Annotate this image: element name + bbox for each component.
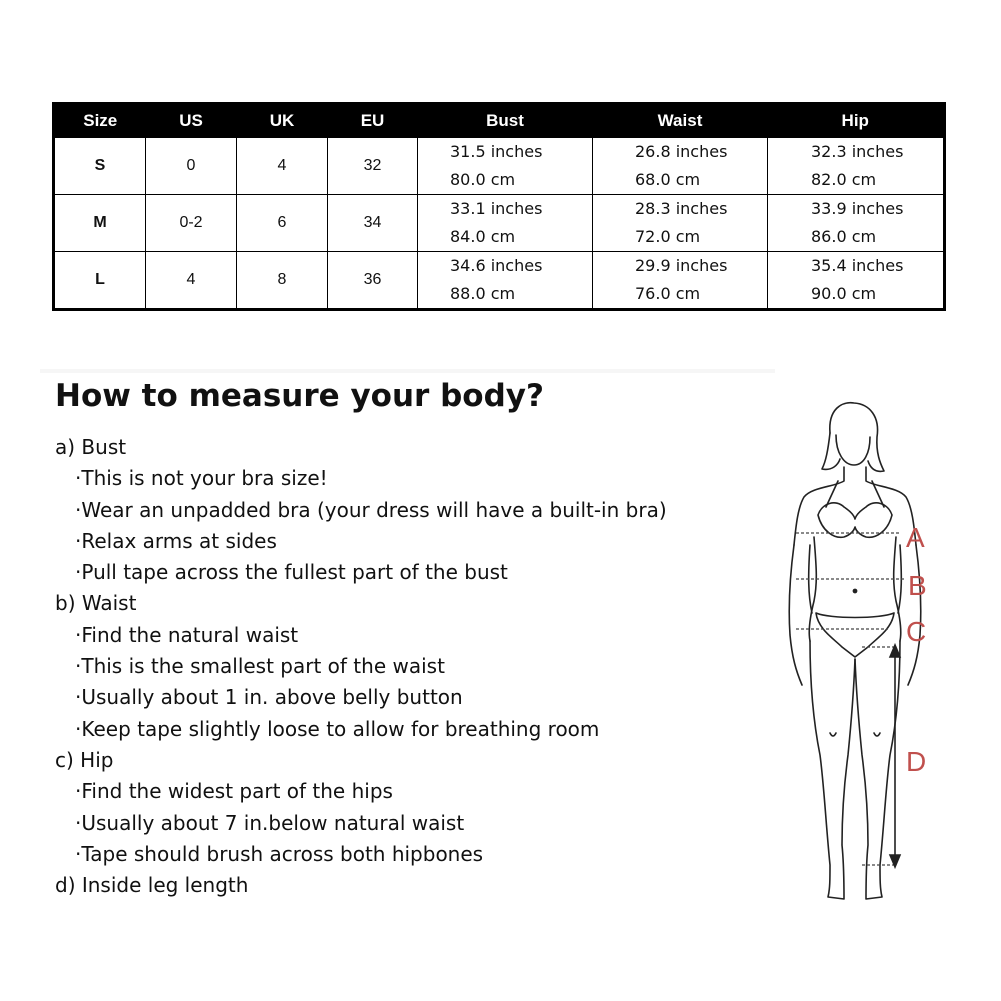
hip-tip: ·Tape should brush across both hipbones [75, 841, 484, 866]
header-uk: UK [269, 111, 295, 130]
waist-cell [593, 138, 768, 195]
eu-cell: 36 [328, 251, 418, 309]
header-waist: Waist [657, 111, 703, 131]
bust-cm: 84.0 cm [450, 226, 516, 246]
bust-inches: 34.6 inches [450, 255, 543, 275]
waist-tip: ·Find the natural waist [75, 622, 299, 647]
waist-tip: ·Keep tape slightly loose to allow for breathing room [75, 716, 600, 741]
right-arm [908, 545, 921, 685]
guide-title: How to measure your body? [55, 378, 544, 414]
eu-cell: 32 [328, 138, 418, 195]
label-c: C [906, 616, 927, 647]
left-leg [810, 641, 855, 899]
waist-cell [593, 251, 768, 309]
us-cell: 0-2 [146, 194, 237, 251]
header-hip: Hip [841, 111, 869, 131]
bra-outline [818, 503, 892, 537]
uk-cell: 6 [237, 194, 328, 251]
bust-heading: a) Bust [55, 435, 127, 459]
waist-cm: 72.0 cm [635, 226, 701, 246]
leg-heading: d) Inside leg length [55, 873, 249, 898]
header-eu: EU [360, 111, 385, 130]
waist-cm: 76.0 cm [635, 283, 701, 303]
waist-tip: ·Usually about 1 in. above belly button [75, 685, 463, 710]
bust-tip: ·Wear an unpadded bra (your dress will have a built-in bra) [75, 497, 667, 522]
bust-cell [418, 138, 593, 195]
bust-inches: 31.5 inches [450, 141, 543, 161]
table-row [54, 194, 945, 251]
bust-cell [418, 194, 593, 251]
hip-cell [768, 194, 945, 251]
section-divider [40, 369, 775, 373]
waist-inches: 26.8 inches [635, 141, 728, 161]
label-b: B [908, 570, 927, 601]
header-size: Size [83, 111, 118, 130]
hip-tip: ·Usually about 7 in.below natural waist [75, 810, 465, 835]
hair-outline [830, 403, 884, 472]
measure-guide [55, 432, 667, 901]
waist-inches: 28.3 inches [635, 198, 728, 218]
bust-cm: 88.0 cm [450, 283, 516, 303]
label-a: A [906, 522, 925, 553]
bust-tip: ·Pull tape across the fullest part of the bust [75, 560, 508, 585]
waist-inches: 29.9 inches [635, 255, 728, 275]
hip-heading: c) Hip [55, 747, 114, 772]
size-cell: M [54, 194, 146, 251]
uk-cell: 8 [237, 251, 328, 309]
waist-tip: ·This is the smallest part of the waist [75, 654, 445, 679]
hip-cell [768, 138, 945, 195]
hip-cm: 90.0 cm [811, 283, 877, 303]
size-cell: S [54, 138, 146, 195]
bust-cell [418, 251, 593, 309]
hip-cell [768, 251, 945, 309]
left-arm [789, 545, 802, 685]
hip-cm: 82.0 cm [811, 169, 877, 189]
hip-cm: 86.0 cm [811, 226, 877, 246]
hip-inches: 35.4 inches [811, 255, 904, 275]
navel [853, 589, 856, 592]
waist-cell [593, 194, 768, 251]
us-cell: 4 [146, 251, 237, 309]
hip-inches: 32.3 inches [811, 141, 904, 161]
table-row [54, 251, 945, 309]
size-cell: L [54, 251, 146, 309]
waist-heading: b) Waist [55, 591, 137, 616]
hip-tip: ·Find the widest part of the hips [75, 779, 393, 804]
body-measurement-figure [770, 395, 940, 910]
uk-cell: 4 [237, 138, 328, 195]
bust-tip: ·This is not your bra size! [75, 466, 328, 491]
size-chart-table [52, 102, 946, 311]
bust-cm: 80.0 cm [450, 169, 516, 189]
hip-inches: 33.9 inches [811, 198, 904, 218]
waist-cm: 68.0 cm [635, 169, 701, 189]
face-outline [836, 435, 870, 465]
bust-tip: ·Relax arms at sides [75, 528, 277, 553]
header-bust: Bust [486, 111, 524, 131]
briefs-outline [816, 613, 894, 657]
table-header-row [54, 104, 945, 138]
table-row [54, 138, 945, 195]
bust-inches: 33.1 inches [450, 198, 543, 218]
label-d: D [906, 746, 927, 777]
us-cell: 0 [146, 138, 237, 195]
header-us: US [179, 111, 203, 130]
eu-cell: 34 [328, 194, 418, 251]
